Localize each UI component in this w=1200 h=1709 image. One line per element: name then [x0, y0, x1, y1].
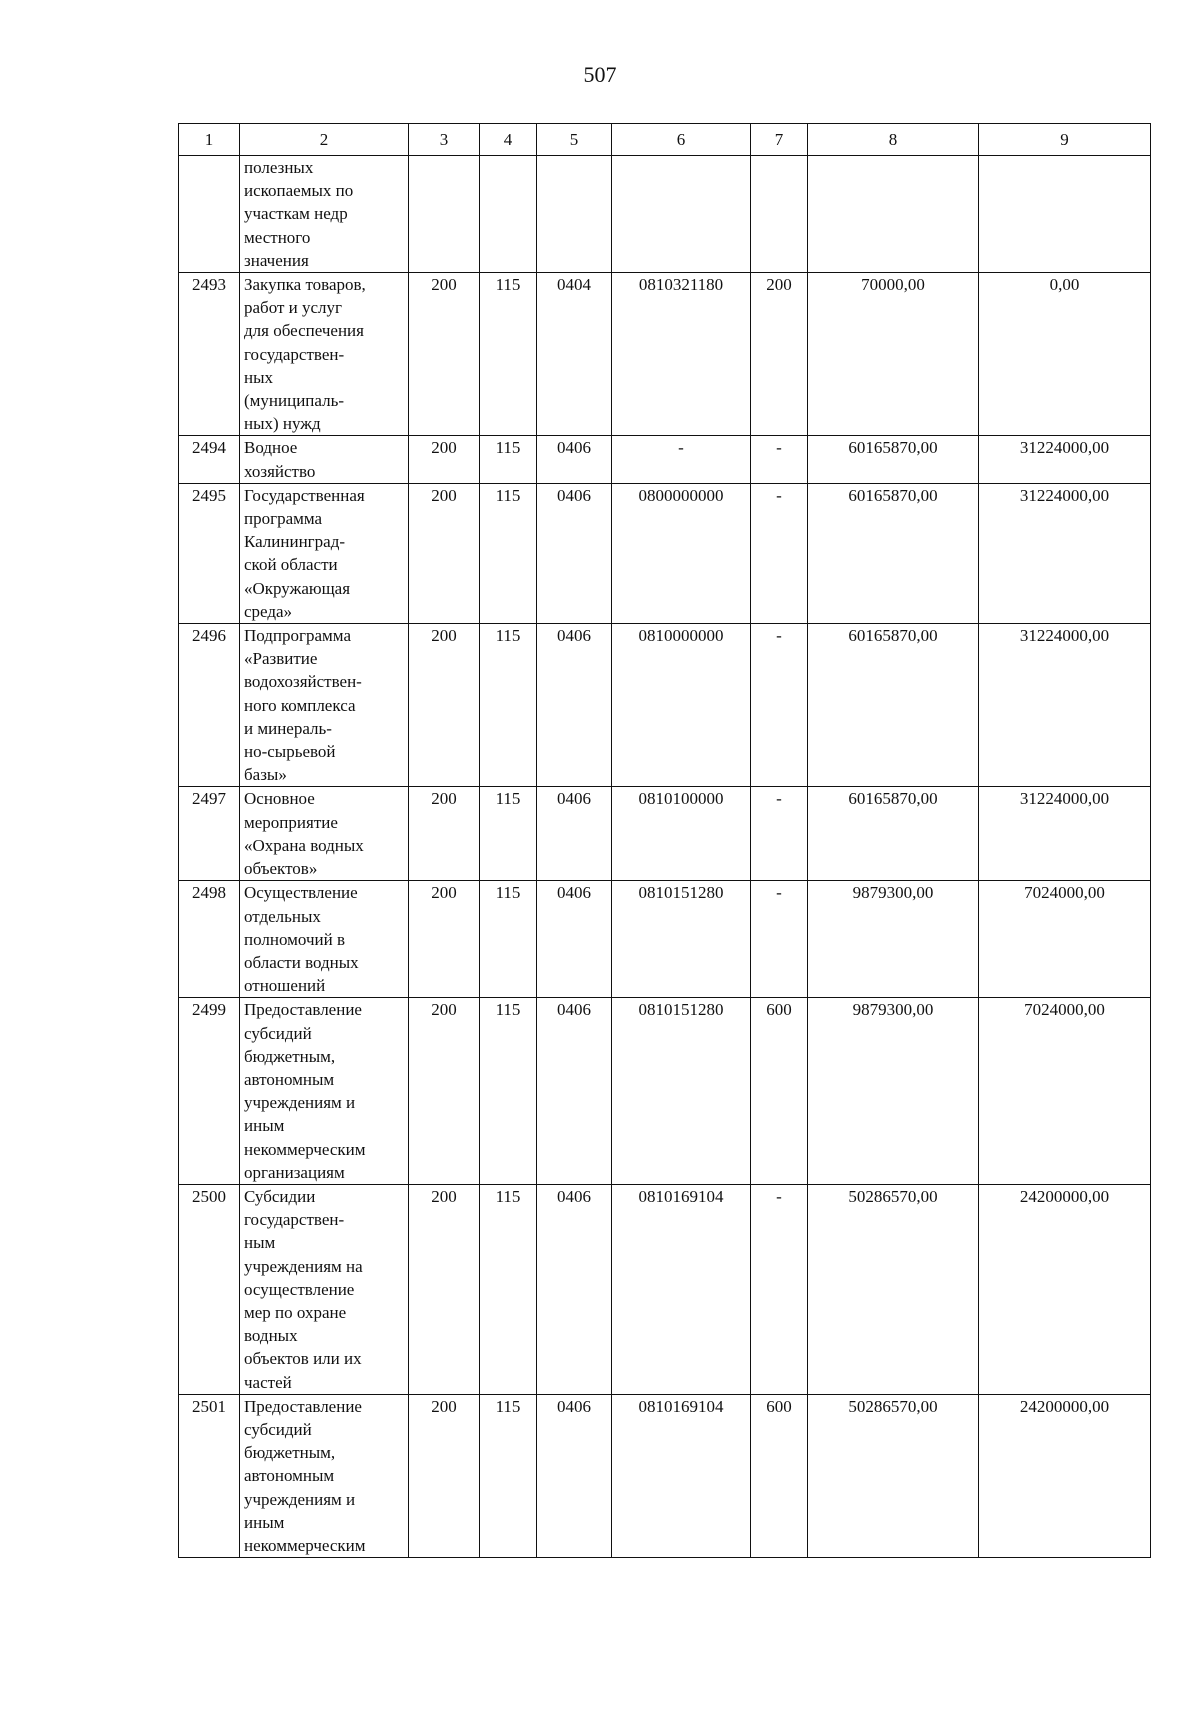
cell-col-7: 600 [751, 1394, 808, 1557]
cell-item-name: Подпрограмма «Развитие водохозяйствен- ного комплекса и минераль- но-сырьевой базы» [240, 624, 409, 787]
cell-col-6: 0810151280 [612, 881, 751, 998]
cell-col-5: 0406 [537, 1394, 612, 1557]
cell-row-number: 2495 [179, 483, 240, 623]
table-row [179, 1394, 1151, 1557]
cell-col-5: 0406 [537, 624, 612, 787]
cell-col-9-amount: 31224000,00 [979, 787, 1151, 881]
cell-item-name: Водное хозяйство [240, 436, 409, 483]
table-body [179, 156, 1151, 1558]
cell-col-8-amount: 60165870,00 [808, 436, 979, 483]
cell-col-3: 200 [409, 1184, 480, 1394]
cell-col-7: - [751, 787, 808, 881]
cell-row-number [179, 156, 240, 273]
cell-row-number: 2500 [179, 1184, 240, 1394]
cell-row-number: 2493 [179, 273, 240, 436]
table-header [179, 124, 1151, 156]
cell-col-4 [480, 156, 537, 273]
cell-item-name: Закупка товаров, работ и услуг для обеспечения государствен- ных (муниципаль- ных) нужд [240, 273, 409, 436]
table-row [179, 998, 1151, 1185]
cell-col-6: 0800000000 [612, 483, 751, 623]
cell-col-3: 200 [409, 998, 480, 1185]
cell-col-9-amount: 31224000,00 [979, 624, 1151, 787]
header-col-2: 2 [240, 124, 409, 156]
cell-col-5: 0406 [537, 881, 612, 998]
cell-item-name: Предоставление субсидий бюджетным, автономным учреждениям и иным некоммерческим организациям [240, 998, 409, 1185]
cell-col-7: - [751, 1184, 808, 1394]
cell-col-7: - [751, 881, 808, 998]
cell-col-4: 115 [480, 1184, 537, 1394]
cell-col-3: 200 [409, 1394, 480, 1557]
cell-item-name: полезных ископаемых по участкам недр местного значения [240, 156, 409, 273]
table-row [179, 787, 1151, 881]
cell-col-6: 0810321180 [612, 273, 751, 436]
cell-row-number: 2497 [179, 787, 240, 881]
cell-col-8-amount [808, 156, 979, 273]
header-col-3: 3 [409, 124, 480, 156]
cell-col-8-amount: 60165870,00 [808, 624, 979, 787]
header-row [179, 124, 1151, 156]
cell-col-4: 115 [480, 881, 537, 998]
cell-col-8-amount: 9879300,00 [808, 881, 979, 998]
cell-col-5: 0404 [537, 273, 612, 436]
cell-col-4: 115 [480, 624, 537, 787]
cell-col-8-amount: 60165870,00 [808, 483, 979, 623]
header-col-6: 6 [612, 124, 751, 156]
cell-col-4: 115 [480, 273, 537, 436]
cell-col-5: 0406 [537, 1184, 612, 1394]
header-col-8: 8 [808, 124, 979, 156]
cell-item-name: Субсидии государствен- ным учреждениям на осуществление мер по охране водных объектов или их частей [240, 1184, 409, 1394]
cell-col-3 [409, 156, 480, 273]
cell-col-7: - [751, 436, 808, 483]
cell-col-9-amount [979, 156, 1151, 273]
cell-col-6: 0810169104 [612, 1394, 751, 1557]
cell-col-6: 0810100000 [612, 787, 751, 881]
cell-col-5: 0406 [537, 998, 612, 1185]
cell-col-6: 0810151280 [612, 998, 751, 1185]
cell-col-3: 200 [409, 273, 480, 436]
header-col-1: 1 [179, 124, 240, 156]
cell-col-8-amount: 50286570,00 [808, 1394, 979, 1557]
cell-col-8-amount: 9879300,00 [808, 998, 979, 1185]
table-row [179, 273, 1151, 436]
table-row [179, 156, 1151, 273]
cell-col-3: 200 [409, 483, 480, 623]
cell-col-9-amount: 7024000,00 [979, 998, 1151, 1185]
cell-col-6: 0810169104 [612, 1184, 751, 1394]
cell-row-number: 2498 [179, 881, 240, 998]
table-row [179, 483, 1151, 623]
cell-col-9-amount: 24200000,00 [979, 1184, 1151, 1394]
cell-col-3: 200 [409, 436, 480, 483]
cell-col-6 [612, 156, 751, 273]
cell-col-4: 115 [480, 436, 537, 483]
header-col-5: 5 [537, 124, 612, 156]
cell-col-5: 0406 [537, 787, 612, 881]
cell-col-8-amount: 50286570,00 [808, 1184, 979, 1394]
table-row [179, 436, 1151, 483]
cell-item-name: Осуществление отдельных полномочий в области водных отношений [240, 881, 409, 998]
page-number: 507 [583, 62, 617, 87]
cell-col-6: - [612, 436, 751, 483]
cell-col-6: 0810000000 [612, 624, 751, 787]
cell-col-5: 0406 [537, 436, 612, 483]
cell-col-4: 115 [480, 1394, 537, 1557]
cell-col-5: 0406 [537, 483, 612, 623]
cell-col-9-amount: 31224000,00 [979, 436, 1151, 483]
cell-col-8-amount: 70000,00 [808, 273, 979, 436]
budget-table [178, 123, 1151, 1558]
cell-item-name: Предоставление субсидий бюджетным, автономным учреждениям и иным некоммерческим [240, 1394, 409, 1557]
cell-col-7: 600 [751, 998, 808, 1185]
cell-row-number: 2496 [179, 624, 240, 787]
cell-col-8-amount: 60165870,00 [808, 787, 979, 881]
header-col-7: 7 [751, 124, 808, 156]
header-col-9: 9 [979, 124, 1151, 156]
cell-row-number: 2501 [179, 1394, 240, 1557]
table-row [179, 1184, 1151, 1394]
cell-col-3: 200 [409, 624, 480, 787]
cell-col-7: 200 [751, 273, 808, 436]
header-col-4: 4 [480, 124, 537, 156]
cell-col-5 [537, 156, 612, 273]
cell-col-3: 200 [409, 881, 480, 998]
cell-item-name: Основное мероприятие «Охрана водных объектов» [240, 787, 409, 881]
cell-col-9-amount: 31224000,00 [979, 483, 1151, 623]
table-row [179, 624, 1151, 787]
table-row [179, 881, 1151, 998]
cell-col-4: 115 [480, 483, 537, 623]
cell-col-7: - [751, 483, 808, 623]
cell-col-4: 115 [480, 998, 537, 1185]
cell-row-number: 2494 [179, 436, 240, 483]
cell-col-9-amount: 0,00 [979, 273, 1151, 436]
cell-col-9-amount: 24200000,00 [979, 1394, 1151, 1557]
cell-col-4: 115 [480, 787, 537, 881]
cell-col-7: - [751, 624, 808, 787]
cell-item-name: Государственная программа Калининград- ской области «Окружающая среда» [240, 483, 409, 623]
cell-col-3: 200 [409, 787, 480, 881]
cell-col-9-amount: 7024000,00 [979, 881, 1151, 998]
cell-row-number: 2499 [179, 998, 240, 1185]
cell-col-7 [751, 156, 808, 273]
